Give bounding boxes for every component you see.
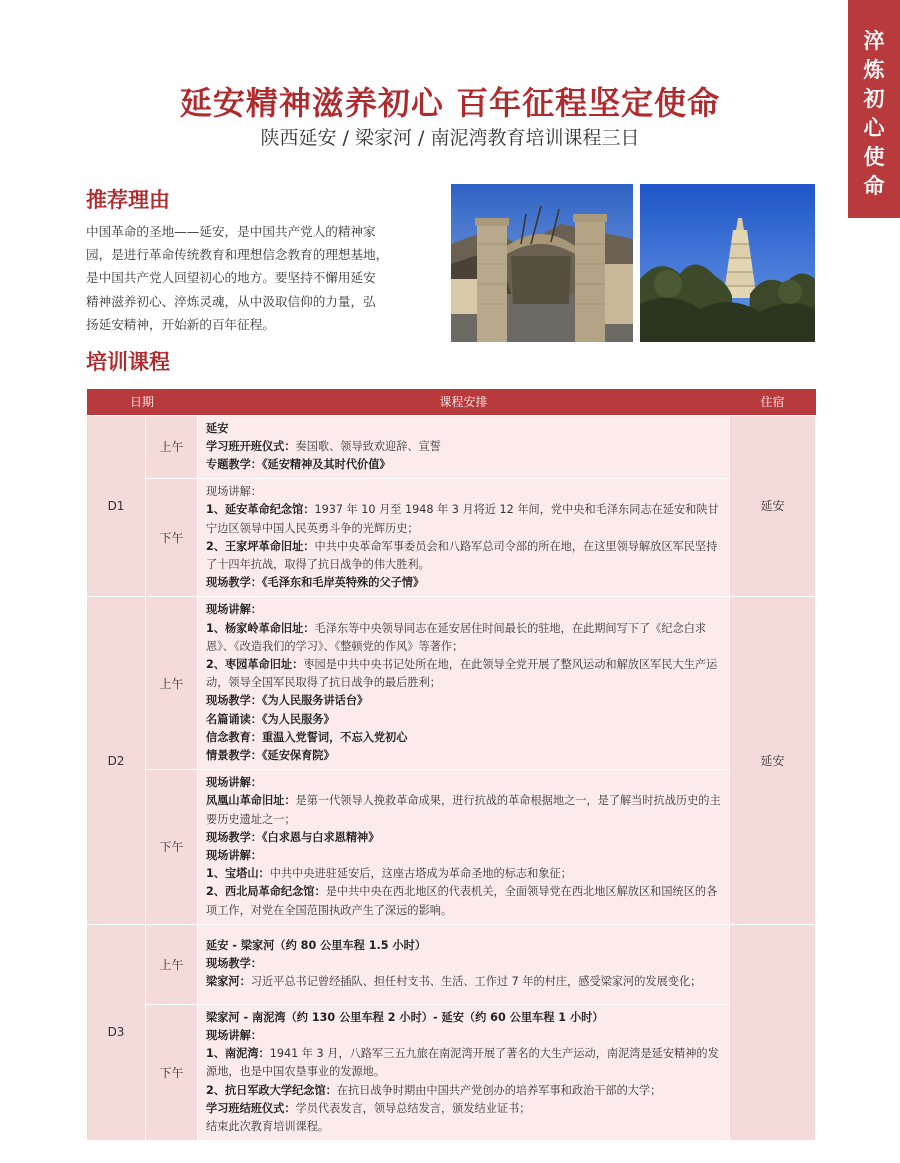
session-line: 现场讲解： [206, 848, 262, 862]
side-tab-char: 心 [863, 115, 885, 140]
half-day-label: 下午 [146, 770, 198, 925]
session-line: 2、抗日军政大学纪念馆：在抗日战争时期由中国共产党创办的培养军事和政治干部的大学； [206, 1083, 662, 1097]
lodging-cell: 延安 [730, 597, 816, 924]
session-line: 现场教学：《白求恩与白求恩精神》 [206, 830, 380, 844]
lodging-cell: 延安 [730, 415, 816, 597]
course-heading: 培训课程 [86, 349, 170, 374]
session-line: 名篇诵读：《为人民服务》 [206, 712, 335, 726]
photo-pagoda [640, 184, 815, 342]
reason-line: 园，是进行革命传统教育和理想信念教育的理想基地， [86, 247, 389, 263]
table-row [87, 770, 816, 925]
session-content [198, 597, 730, 770]
session-line: 专题教学：《延安精神及其时代价值》 [206, 457, 391, 471]
session-line: 梁家河：习近平总书记曾经插队、担任村支书、生活、工作过 7 年的村庄，感受梁家河的发展变化； [206, 975, 702, 989]
header-lodging: 住宿 [730, 389, 816, 415]
page-subtitle: 陕西延安 / 梁家河 / 南泥湾教育培训课程三日 [260, 127, 640, 149]
page-title: 延安精神滋养初心 百年征程坚定使命 [179, 84, 721, 122]
table-row [87, 924, 816, 1004]
session-line: 凤凰山革命旧址：是第一代领导人挽救革命成果，进行抗战的革命根据地之一，是了解当时抗战历史的主要历史遗址之一； [206, 794, 721, 826]
table-row [87, 1004, 816, 1140]
header-date: 日期 [87, 389, 198, 415]
table-row [87, 415, 816, 479]
session-line: 现场讲解： [206, 485, 262, 499]
session-line: 学习班开班仪式：奏国歌、领导致欢迎辞、宣誓 [206, 439, 441, 453]
session-line: 1、杨家岭革命旧址：毛泽东等中央领导同志在延安居住时间最长的驻地，在此期间写下了《纪念白求恩》、《改造我们的学习》、《整顿党的作风》等著作； [206, 621, 707, 653]
half-day-label: 下午 [146, 1004, 198, 1140]
side-tab-char: 淬 [863, 28, 885, 53]
session-line: 结束此次教育培训课程。 [206, 1120, 330, 1133]
session-line: 现场讲解： [206, 1028, 262, 1042]
table-row [87, 479, 816, 597]
session-line: 1、南泥湾：1941 年 3 月，八路军三五九旅在南泥湾开展了著名的大生产运动，南泥湾是延安精神的发源地，也是中国农垦事业的发源地。 [206, 1047, 719, 1079]
half-day-label: 上午 [146, 924, 198, 1004]
reason-line: 中国革命的圣地——延安，是中国共产党人的精神家 [86, 224, 376, 239]
reason-text [86, 220, 440, 336]
session-content [198, 415, 730, 479]
session-line: 信念教育：重温入党誓词，不忘入党初心 [206, 730, 408, 744]
session-line: 情景教学：《延安保育院》 [206, 748, 335, 762]
reason-line: 是中国共产党人回望初心的地方。要坚持不懈用延安 [86, 270, 376, 286]
session-line: 2、王家坪革命旧址：中共中央革命军事委员会和八路军总司令部的所在地，在这里领导解放区军民坚持了十四年抗战，取得了抗日战争的伟大胜利。 [206, 539, 718, 571]
half-day-label: 上午 [146, 415, 198, 479]
session-content [198, 770, 730, 925]
header-schedule: 课程安排 [198, 389, 730, 415]
session-line: 现场教学：《毛泽东和毛岸英特殊的父子情》 [206, 576, 425, 590]
session-line: 2、枣园革命旧址：枣园是中共中央书记处所在地，在此领导全党开展了整风运动和解放区军民大生产运动，领导全国军民取得了抗日战争的最后胜利； [206, 657, 718, 690]
side-tab-char: 初 [863, 86, 885, 111]
session-line: 1、延安革命纪念馆：1937 年 10 月至 1948 年 3 月将近 12 年间，党中央和毛泽东同志在延安和陕甘宁边区领导中国人民英勇斗争的光辉历史； [206, 503, 719, 535]
session-line: 现场讲解： [206, 603, 262, 617]
day-label: D2 [87, 597, 146, 924]
table-header-row [87, 389, 816, 415]
reason-line: 精神滋养初心、淬炼灵魂，从中汲取信仰的力量，弘 [86, 293, 376, 309]
session-line: 学习班结班仪式：学员代表发言，领导总结发言，颁发结业证书； [206, 1101, 531, 1115]
session-line: 现场讲解： [206, 776, 262, 790]
session-content [198, 1004, 730, 1140]
session-line: 现场教学： [206, 957, 262, 971]
side-tab-char: 炼 [863, 57, 885, 82]
session-line: 延安 [206, 421, 229, 435]
schedule-table [86, 389, 816, 1141]
session-line: 2、西北局革命纪念馆：是中共中央在西北地区的代表机关，全面领导党在西北地区解放区和国统区的各项工作，对党在全国范围执政产生了深远的影响。 [206, 885, 718, 917]
day-label: D3 [87, 924, 146, 1140]
session-line: 延安 - 梁家河（约 80 公里车程 1.5 小时） [206, 938, 427, 952]
session-line: 现场教学：《为人民服务讲话台》 [206, 694, 369, 708]
side-tab-char: 命 [863, 173, 885, 198]
reason-line: 扬延安精神，开始新的百年征程。 [86, 316, 275, 332]
half-day-label: 上午 [146, 597, 198, 770]
reason-heading: 推荐理由 [86, 187, 170, 212]
side-tab-char: 使 [863, 144, 885, 169]
table-row [87, 597, 816, 770]
lodging-cell [730, 924, 816, 1140]
half-day-label: 下午 [146, 479, 198, 597]
session-content [198, 924, 730, 1004]
photo-stone-gate [451, 184, 633, 342]
session-line: 梁家河 - 南泥湾（约 130 公里车程 2 小时）- 延安（约 60 公里车程 1 小时） [206, 1010, 604, 1024]
session-content [198, 479, 730, 597]
day-label: D1 [87, 415, 146, 597]
session-line: 1、宝塔山：中共中央进驻延安后，这座古塔成为革命圣地的标志和象征； [206, 867, 572, 881]
